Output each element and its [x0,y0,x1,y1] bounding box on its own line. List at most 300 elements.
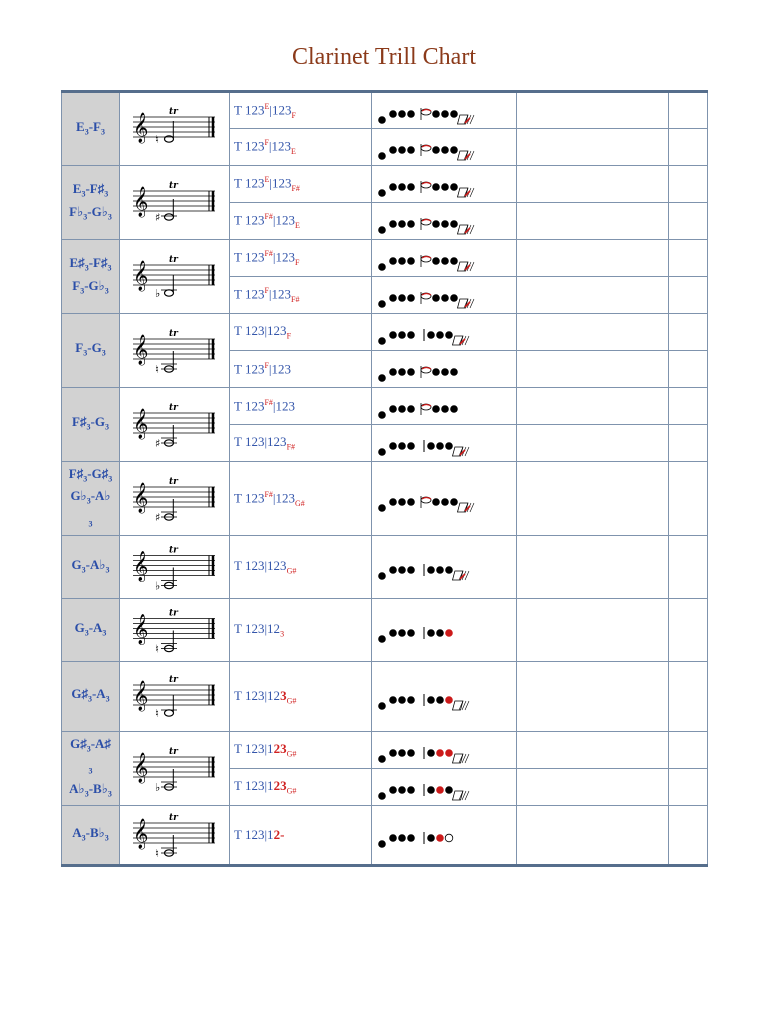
left-hand-hole [389,405,397,413]
left-hand-hole [407,566,415,574]
thumb-hole [378,792,386,800]
note-name: -A♭ [90,488,111,504]
staff-icon [129,664,221,730]
right-hand-hole [427,442,435,450]
tablature-cell [230,662,372,732]
trill-key-label: G# [286,566,297,576]
fingering-diagram-cell [372,388,517,425]
octave-number: 3 [105,565,110,575]
fingering-diagram [376,169,496,199]
extra-cell [669,203,708,240]
notes-cell [517,806,669,866]
octave-number: 3 [88,519,93,529]
tablature-text: T 123|1 [234,778,274,794]
right-hand-hole [436,629,444,637]
right-hand-hole [427,834,435,842]
fingering-diagram [376,484,496,514]
staff-icon [129,734,221,804]
staff-icon [129,807,221,863]
extra-cell [669,166,708,203]
left-hand-hole [398,220,406,228]
accidental-icon: ♮ [154,847,159,860]
left-hand-hole [398,257,406,265]
notes-cell [517,166,669,203]
right-hand-hole [445,834,453,842]
trill-key-label: F [291,110,296,120]
staff-icon [129,316,221,386]
trill-key-label: F# [291,294,300,304]
key-label: |123 [268,286,292,302]
right-hand-hole [436,442,444,450]
note-name: -A [91,686,106,702]
fingering-diagram-cell [372,203,517,240]
extra-cell [669,425,708,462]
table-row [62,462,708,536]
fingering-diagram-cell [372,599,517,662]
octave-number: 3 [84,628,89,638]
key-label: E [264,101,270,111]
note-pair-a3-bflat3 [62,806,120,866]
note-name: A♭ [69,780,85,796]
note-pair-line [73,180,108,203]
note-head [164,289,173,295]
staff-notation [120,732,230,806]
right-hand-hole [441,294,449,302]
tablature-cell [230,351,372,388]
left-hand-hole [407,183,415,191]
table-row [62,388,708,425]
note-pair-line [75,619,107,642]
table-row [62,536,708,599]
octave-number: 3 [81,565,86,575]
right-hand-hole [441,368,449,376]
right-hand-hole [436,749,444,757]
thumb-hole [378,504,386,512]
pinky-key-icon [452,571,469,580]
extra-cell [669,351,708,388]
table-row [62,92,708,129]
thumb-hole [378,755,386,763]
key-label: 3 [280,687,287,703]
right-hand-hole [445,442,453,450]
right-hand-hole [436,786,444,794]
right-hand-hole [450,183,458,191]
note-pair-line [72,824,109,847]
note-name: -G [87,340,102,356]
fingering-diagram-cell [372,129,517,166]
staff-icon [129,538,221,597]
fingering-diagram [376,735,496,765]
pinky-key-icon [457,262,474,271]
octave-number: 3 [87,694,92,704]
accidental-icon: ♮ [154,133,159,146]
note-pair-line [69,203,112,226]
extra-cell [669,662,708,732]
fingering-diagram-cell [372,732,517,769]
trill-mark: tr [168,254,178,265]
note-name: -G♭ [87,203,108,219]
notes-cell [517,240,669,277]
right-hand-hole [441,183,449,191]
left-hand-hole [407,786,415,794]
right-hand-hole [427,749,435,757]
notes-cell [517,388,669,425]
fingering-diagram-cell [372,769,517,806]
note-name: -A [88,619,103,635]
octave-number: 3 [105,694,110,704]
note-name: F [72,277,81,293]
left-hand-hole [389,786,397,794]
octave-number: 3 [88,766,93,776]
key-label: |123 [268,138,292,154]
note-pair-line [69,465,112,488]
treble-clef-icon: 𝄞 [132,482,148,513]
tablature-text: T 123|12 [234,621,281,637]
octave-number: 3 [86,744,91,754]
trill-key-label: F# [291,183,300,193]
staff-icon [129,168,221,238]
staff-notation [120,662,230,732]
right-hand-hole [450,294,458,302]
note-name: E♯ [69,254,85,270]
right-hand-hole [432,257,440,265]
staff-icon [129,464,221,534]
octave-number: 3 [108,474,113,484]
notes-cell [517,599,669,662]
fingering-diagram [376,552,496,582]
trill-key-label: 3 [280,629,285,639]
key-label: |123 [269,175,292,191]
note-name: -A♭ [85,556,106,572]
note-name: -G♯ [87,465,109,481]
note-head [164,213,173,219]
trill-mark: tr [168,180,178,191]
trill-mark: tr [168,107,178,117]
fingering-diagram [376,772,496,802]
table-row [62,806,708,866]
left-hand-hole [398,110,406,118]
left-hand-hole [398,786,406,794]
page-title: Clarinet Trill Chart [291,44,476,70]
table-row [62,599,708,662]
staff-icon [129,390,221,460]
pinky-key-icon [457,151,474,160]
notes-cell [517,769,669,806]
key-label: F# [264,397,273,407]
note-pair-e3-f3 [62,92,120,166]
octave-number: 3 [104,189,109,199]
right-hand-hole [450,257,458,265]
left-hand-hole [398,442,406,450]
staff-icon [129,94,221,164]
note-pair-g3-aflat3 [62,536,120,599]
staff-icon [129,601,221,660]
left-hand-hole [407,220,415,228]
note-pair-line [75,339,105,362]
note-head [164,709,173,715]
notes-cell [517,277,669,314]
right-hand-hole [427,786,435,794]
tablature-cell [230,425,372,462]
key-label: F# [264,212,273,222]
fingering-diagram-cell [372,462,517,536]
left-hand-hole [407,498,415,506]
tablature-text: T 123 [234,212,265,228]
thumb-hole [378,226,386,234]
note-pair-gsharp3-asharp3 [62,732,120,806]
extra-cell [669,92,708,129]
thumb-hole [378,840,386,848]
fingering-diagram [376,317,496,347]
staff-notation [120,599,230,662]
right-hand-hole [432,405,440,413]
table-row [62,314,708,351]
left-hand-hole [398,834,406,842]
extra-cell [669,806,708,866]
left-hand-hole [389,294,397,302]
right-hand-hole [441,405,449,413]
note-pair-line [76,118,105,141]
left-hand-hole [398,331,406,339]
note-name: -G♭ [84,277,105,293]
extra-cell [669,599,708,662]
left-hand-hole [407,442,415,450]
pinky-key-icon [457,503,474,512]
note-name: E [76,118,85,134]
octave-number: 3 [104,286,109,296]
note-pair-line [89,510,93,533]
left-hand-hole [398,696,406,704]
accidental-icon: ♭ [154,579,160,592]
thumb-hole [378,189,386,197]
octave-number: 3 [84,789,89,799]
right-hand-hole [441,257,449,265]
left-hand-hole [407,331,415,339]
thumb-hole [378,374,386,382]
tablature-cell [230,806,372,866]
right-hand-hole [441,110,449,118]
left-hand-hole [389,834,397,842]
tablature-text: T 123 [234,101,265,117]
trill-mark: tr [168,545,178,555]
tablature-text: T 123 [234,249,265,265]
note-name: -A♯ [90,735,111,751]
fingering-diagram-cell [372,240,517,277]
octave-number: 3 [107,212,112,222]
key-label: |123 [269,101,292,117]
pinky-key-icon [452,447,469,456]
trill-key-label: G# [286,696,297,706]
note-name: G [74,619,85,635]
pinky-key-icon [452,336,469,345]
right-hand-hole [436,331,444,339]
accidental-icon: ♯ [154,210,160,224]
left-hand-hole [398,749,406,757]
fingering-diagram [376,391,496,421]
left-hand-hole [407,146,415,154]
tablature-text: T 123 [234,361,265,377]
tablature-cell [230,732,372,769]
notes-cell [517,425,669,462]
note-pair-line [70,735,111,758]
trill-chart-table [61,90,708,867]
tablature-text: T 123 [234,286,265,302]
left-hand-hole [398,294,406,302]
left-hand-hole [389,368,397,376]
tablature-cell [230,536,372,599]
left-hand-hole [389,442,397,450]
fingering-diagram-cell [372,92,517,129]
pinky-key-icon [452,754,469,763]
note-pair-line [70,254,112,277]
extra-cell [669,277,708,314]
thumb-hole [378,300,386,308]
octave-number: 3 [84,263,89,273]
note-pair-fsharp3-gsharp3 [62,462,120,536]
treble-clef-icon: 𝄞 [132,186,148,217]
staff-icon [129,242,221,312]
right-hand-hole [436,834,444,842]
tablature-text: T 123 [234,175,265,191]
pinky-key-icon [457,225,474,234]
key-label: |123 [272,212,296,228]
extra-cell [669,732,708,769]
trill-key-label: F [286,331,292,341]
notes-cell [517,351,669,388]
left-hand-hole [389,110,397,118]
table-row [62,732,708,769]
notes-cell [517,662,669,732]
key-label: |123 [272,398,296,414]
tablature-cell [230,769,372,806]
note-name: -G [90,414,105,430]
fingering-diagram-cell [372,662,517,732]
tablature-cell [230,240,372,277]
tablature-text: T 123 [234,138,265,154]
staff-notation [120,92,230,166]
left-hand-hole [398,146,406,154]
left-hand-hole [398,566,406,574]
right-hand-hole [432,146,440,154]
staff-notation [120,314,230,388]
left-hand-hole [398,183,406,191]
tablature-cell [230,388,372,425]
right-hand-hole [432,368,440,376]
key-label: |123 [272,489,296,505]
octave-number: 3 [83,474,88,484]
octave-number: 3 [81,833,86,843]
right-hand-hole [450,220,458,228]
fingering-diagram [376,132,496,162]
right-hand-hole [441,498,449,506]
octave-number: 3 [80,286,85,296]
note-name: -B♭ [88,780,108,796]
key-label: F# [264,489,273,499]
trill-key-label: G# [295,498,305,508]
tablature-text: T 123 [234,489,265,505]
accidental-icon: ♯ [154,510,160,524]
extra-cell [669,462,708,536]
left-hand-hole [407,696,415,704]
accidental-icon: ♮ [154,706,159,720]
staff-notation [120,240,230,314]
pinky-key-icon [457,115,474,124]
right-hand-hole [445,786,453,794]
extra-cell [669,536,708,599]
tablature-text: T 123|123 [234,434,287,450]
key-label: F [264,138,269,148]
accidental-icon: ♭ [154,780,160,794]
right-hand-hole [427,331,435,339]
treble-clef-icon: 𝄞 [132,408,148,439]
trill-mark: tr [168,813,178,823]
table-row [62,166,708,203]
notes-cell [517,314,669,351]
note-name: -B♭ [85,824,105,840]
right-hand-hole [432,220,440,228]
key-label: F [264,286,269,296]
left-hand-hole [389,220,397,228]
tablature-cell [230,462,372,536]
pinky-key-icon [457,188,474,197]
octave-number: 3 [102,628,107,638]
right-hand-hole [427,566,435,574]
octave-number: 3 [84,127,89,137]
note-name: F [75,340,84,356]
fingering-diagram [376,96,496,126]
right-hand-hole [436,566,444,574]
note-pair-gsharp3-a3 [62,662,120,732]
note-pair-f3-g3 [62,314,120,388]
octave-number: 3 [83,348,88,358]
note-name: G [71,556,82,572]
note-name: -F♯ [85,180,105,196]
left-hand-hole [389,696,397,704]
left-hand-hole [389,629,397,637]
note-pair-line [71,685,109,708]
staff-notation [120,166,230,240]
treble-clef-icon: 𝄞 [132,113,148,143]
extra-cell [669,314,708,351]
right-hand-hole [427,629,435,637]
fingering-diagram-cell [372,536,517,599]
thumb-hole [378,411,386,419]
table-row [62,240,708,277]
fingering-diagram [376,280,496,310]
note-name: F♭ [69,203,84,219]
tablature-text: T 123|1 [234,741,274,757]
right-hand-hole [432,294,440,302]
tablature-cell [230,314,372,351]
notes-cell [517,203,669,240]
note-name: F♯ [72,414,87,430]
fingering-diagram [376,243,496,273]
trill-mark: tr [168,402,178,413]
staff-notation [120,806,230,866]
note-pair-line [72,556,110,579]
thumb-hole [378,116,386,124]
pinky-key-icon [452,701,469,710]
right-hand-hole [445,566,453,574]
notes-cell [517,536,669,599]
tablature-text: T 123|123 [234,558,287,574]
left-hand-hole [407,629,415,637]
note-name: -F♯ [88,254,108,270]
right-hand-hole [445,696,453,704]
note-name: -F [88,118,101,134]
table-row [62,662,708,732]
trill-key-label: F# [286,442,296,452]
